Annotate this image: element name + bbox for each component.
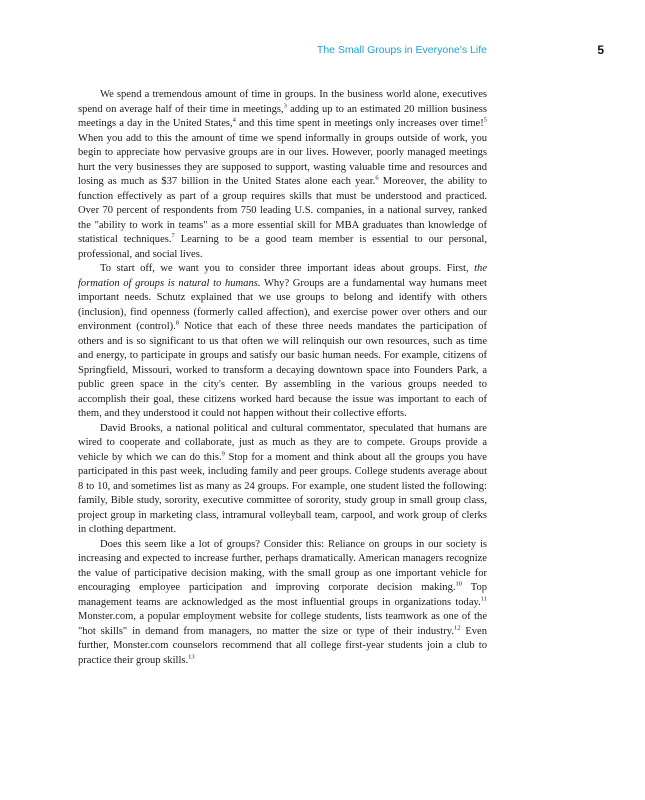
running-head <box>78 44 606 60</box>
text-run: Why? Groups are a fundamental way humans meet important needs. Schutz explained that we use groups to belong and identify with others (inclusion), find openness (formerly called affection), and exercise power over others and our environment (control). <box>78 277 487 332</box>
running-title: The Small Groups in Everyone's Life <box>316 44 487 56</box>
text-run: Stop for a moment and think about all the groups you have participated in this past week, including family and peer groups. College students average about 8 to 10, and sometimes list as many as 24 groups. For example, one student listed the following: family, Bible study, sorority, executive committee of sorority, study group in small group class, project group in marketing class, intramural volleyball team, carpool, and work group of clerks in clothing department. <box>78 451 487 535</box>
text-run: We spend a tremendous amount of time in groups. In the business world alone, executives spend on average half of their time in meetings, <box>78 89 487 115</box>
text-run: Monster.com, a popular employment website for college students, lists teamwork as one of the "hot skills" in demand from managers, no matter the size or type of their industry. <box>78 611 487 637</box>
footnote-ref-3: 3 <box>283 101 287 109</box>
footnote-ref-9: 9 <box>221 449 225 457</box>
footnote-ref-6: 6 <box>375 174 379 182</box>
paragraph-4 <box>78 538 487 669</box>
text-run: Top management teams are acknowledged as the most influential groups in organizations today. <box>78 582 487 608</box>
footnote-ref-13: 13 <box>188 652 195 660</box>
text-run: and this time spent in meetings only increases over time! <box>235 118 484 129</box>
footnote-ref-7: 7 <box>171 232 175 240</box>
text-run: When you add to this the amount of time we spend informally in groups outside of work, you begin to appreciate how pervasive groups are in our lives. However, poorly managed meetings hurt the very businesses they are supposed to support, wasting valuable time and resources and losing as much as $37 billion in the United States alone each year. <box>78 132 487 187</box>
emphasis: the formation of groups is natural to humans. <box>78 263 487 289</box>
paragraph-2 <box>78 262 487 422</box>
text-run: Even further, Monster.com counselors recommend that all college first-year students join a club to practice their group skills. <box>78 625 488 666</box>
text-run: Notice that each of these three needs mandates the participation of others and is so significant to us that often we will relinquish our own resources, such as time and energy, to participate in groups and satisfy our basic human needs. For example, citizens of Springfield, Missouri, worked to transform a decaying downtown space into Founders Park, a public green space in the city's center. By assembling in the various groups needed to accomplish their goal, these citizens worked hard because the issue was important to each of them, and they understood it could not happen without their collective efforts. <box>78 321 487 419</box>
text-run: David Brooks, a national political and cultural commentator, speculated that humans are wired to cooperate and collaborate, just as much as they are to compete. Groups provide a vehicle by which we can do this. <box>78 422 487 463</box>
paragraph-1 <box>78 88 487 262</box>
text-run: Learning to be a good team member is essential to our personal, professional, and social lives. <box>78 234 487 260</box>
footnote-ref-12: 12 <box>453 623 461 631</box>
page-number: 5 <box>597 43 604 57</box>
text-run: Moreover, the ability to function effectively as part of a group requires skills that must be understood and practiced. Over 70 percent of respondents from 750 leading U.S. companies, in a national survey, ranked the "ability to work in teams" as a more essential skill for MBA graduates than knowledge of statistical techniques. <box>78 176 488 245</box>
body-text <box>78 88 487 668</box>
footnote-ref-11: 11 <box>480 594 487 602</box>
paragraph-3 <box>78 422 487 538</box>
text-run: To start off, we want you to consider three important ideas about groups. First, <box>100 263 475 274</box>
footnote-ref-10: 10 <box>455 580 462 588</box>
footnote-ref-4: 4 <box>232 116 236 124</box>
footnote-ref-8: 8 <box>175 319 180 327</box>
text-run: adding up to an estimated 20 million business meetings a day in the United States, <box>78 103 487 129</box>
text-run: Does this seem like a lot of groups? Consider this: Reliance on groups in our society is increasing and expected to increase further, perhaps dramatically. American managers recognize the value of participative decision making, with the small group as one important vehicle for encouraging employee participation and improving corporate decision making. <box>78 538 487 593</box>
footnote-ref-5: 5 <box>483 116 487 124</box>
